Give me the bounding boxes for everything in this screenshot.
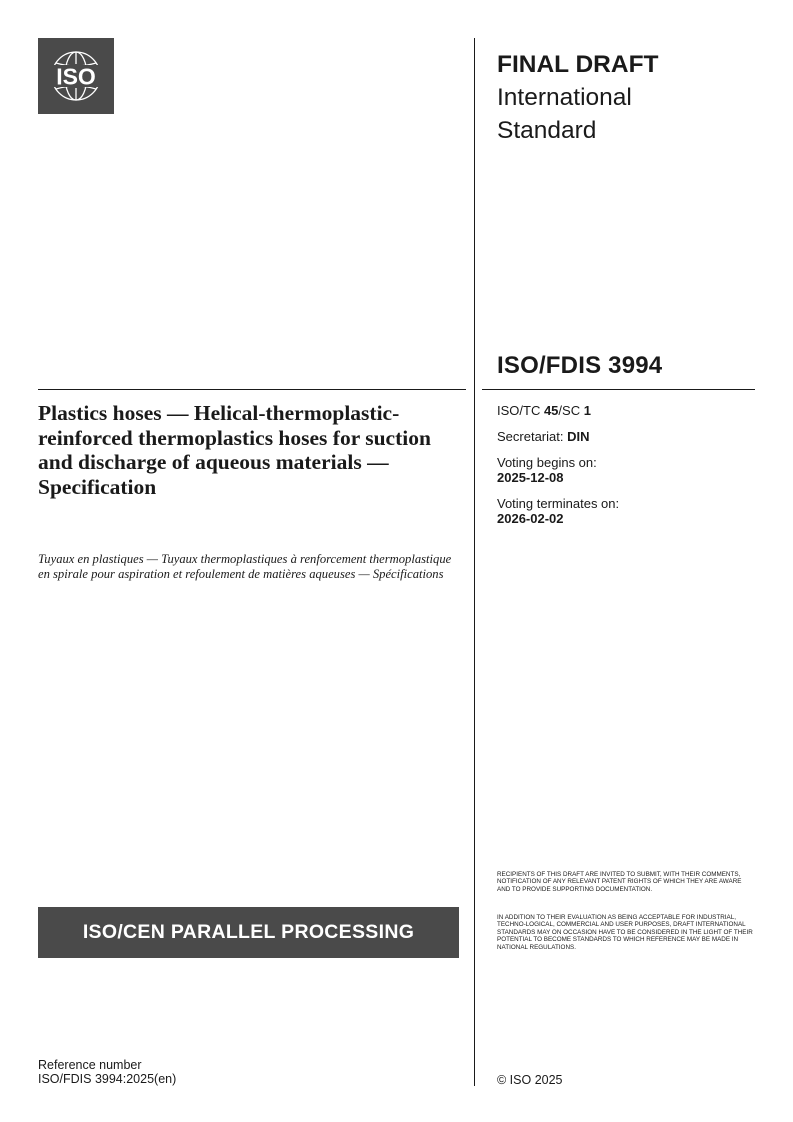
copyright: © ISO 2025 (497, 1073, 563, 1087)
status-standard: Standard (497, 117, 597, 144)
reference-number (38, 1059, 176, 1086)
secretariat: Secretariat: DIN (497, 429, 590, 444)
voting-begins-date: 2025-12-08 (497, 470, 564, 485)
french-title: Tuyaux en plastiques — Tuyaux thermoplastiques à renforcement thermoplastique en spirale pour aspiration et refoulement de matières aqueuses — Spécifications (38, 552, 452, 581)
voting-terminates-date: 2026-02-02 (497, 511, 564, 526)
reference-label: Reference number (38, 1058, 142, 1072)
document-number: ISO/FDIS 3994 (497, 352, 663, 379)
voting-terminates-label: Voting terminates on: (497, 496, 620, 511)
parallel-processing-banner: ISO/CEN PARALLEL PROCESSING (38, 907, 459, 958)
voting-begins-label: Voting begins on: (497, 455, 597, 470)
document-metadata (497, 403, 757, 526)
svg-text:ISO: ISO (56, 63, 96, 90)
reference-value: ISO/FDIS 3994:2025(en) (38, 1071, 177, 1086)
committee: ISO/TC 45/SC 1 (497, 403, 591, 418)
iso-logo (38, 38, 114, 114)
globe-icon (38, 38, 114, 114)
english-title: Plastics hoses — Helical-thermoplastic-reinforced thermoplastics hoses for suction and discharge of aqueous materials — Specification (38, 401, 431, 499)
status-final-draft: FINAL DRAFT (497, 51, 659, 78)
document-status (497, 48, 767, 147)
patent-notice: RECIPIENTS OF THIS DRAFT ARE INVITED TO SUBMIT, WITH THEIR COMMENTS, NOTIFICATION OF ANY RELEVANT PATENT RIGHTS OF WHICH THEY ARE AWARE AND TO PROVIDE SUPPORTING DOCUMENTATION. (497, 871, 742, 893)
regulation-notice: IN ADDITION TO THEIR EVALUATION AS BEING ACCEPTABLE FOR INDUSTRIAL, TECHNO-LOGICAL, COMMERCIAL AND USER PURPOSES, DRAFT INTERNATIONAL STANDARDS MAY ON OCCASION HAVE TO BE CONSIDERED IN THE LIGHT OF THEIR POTENTIAL TO BECOME STANDARDS TO WHICH REFERENCE MAY BE MADE IN NATIONAL REGULATIONS. (497, 914, 753, 951)
vertical-divider (474, 38, 475, 1086)
right-horizontal-rule (482, 389, 755, 390)
left-horizontal-rule (38, 389, 466, 390)
status-international: International (497, 84, 632, 111)
